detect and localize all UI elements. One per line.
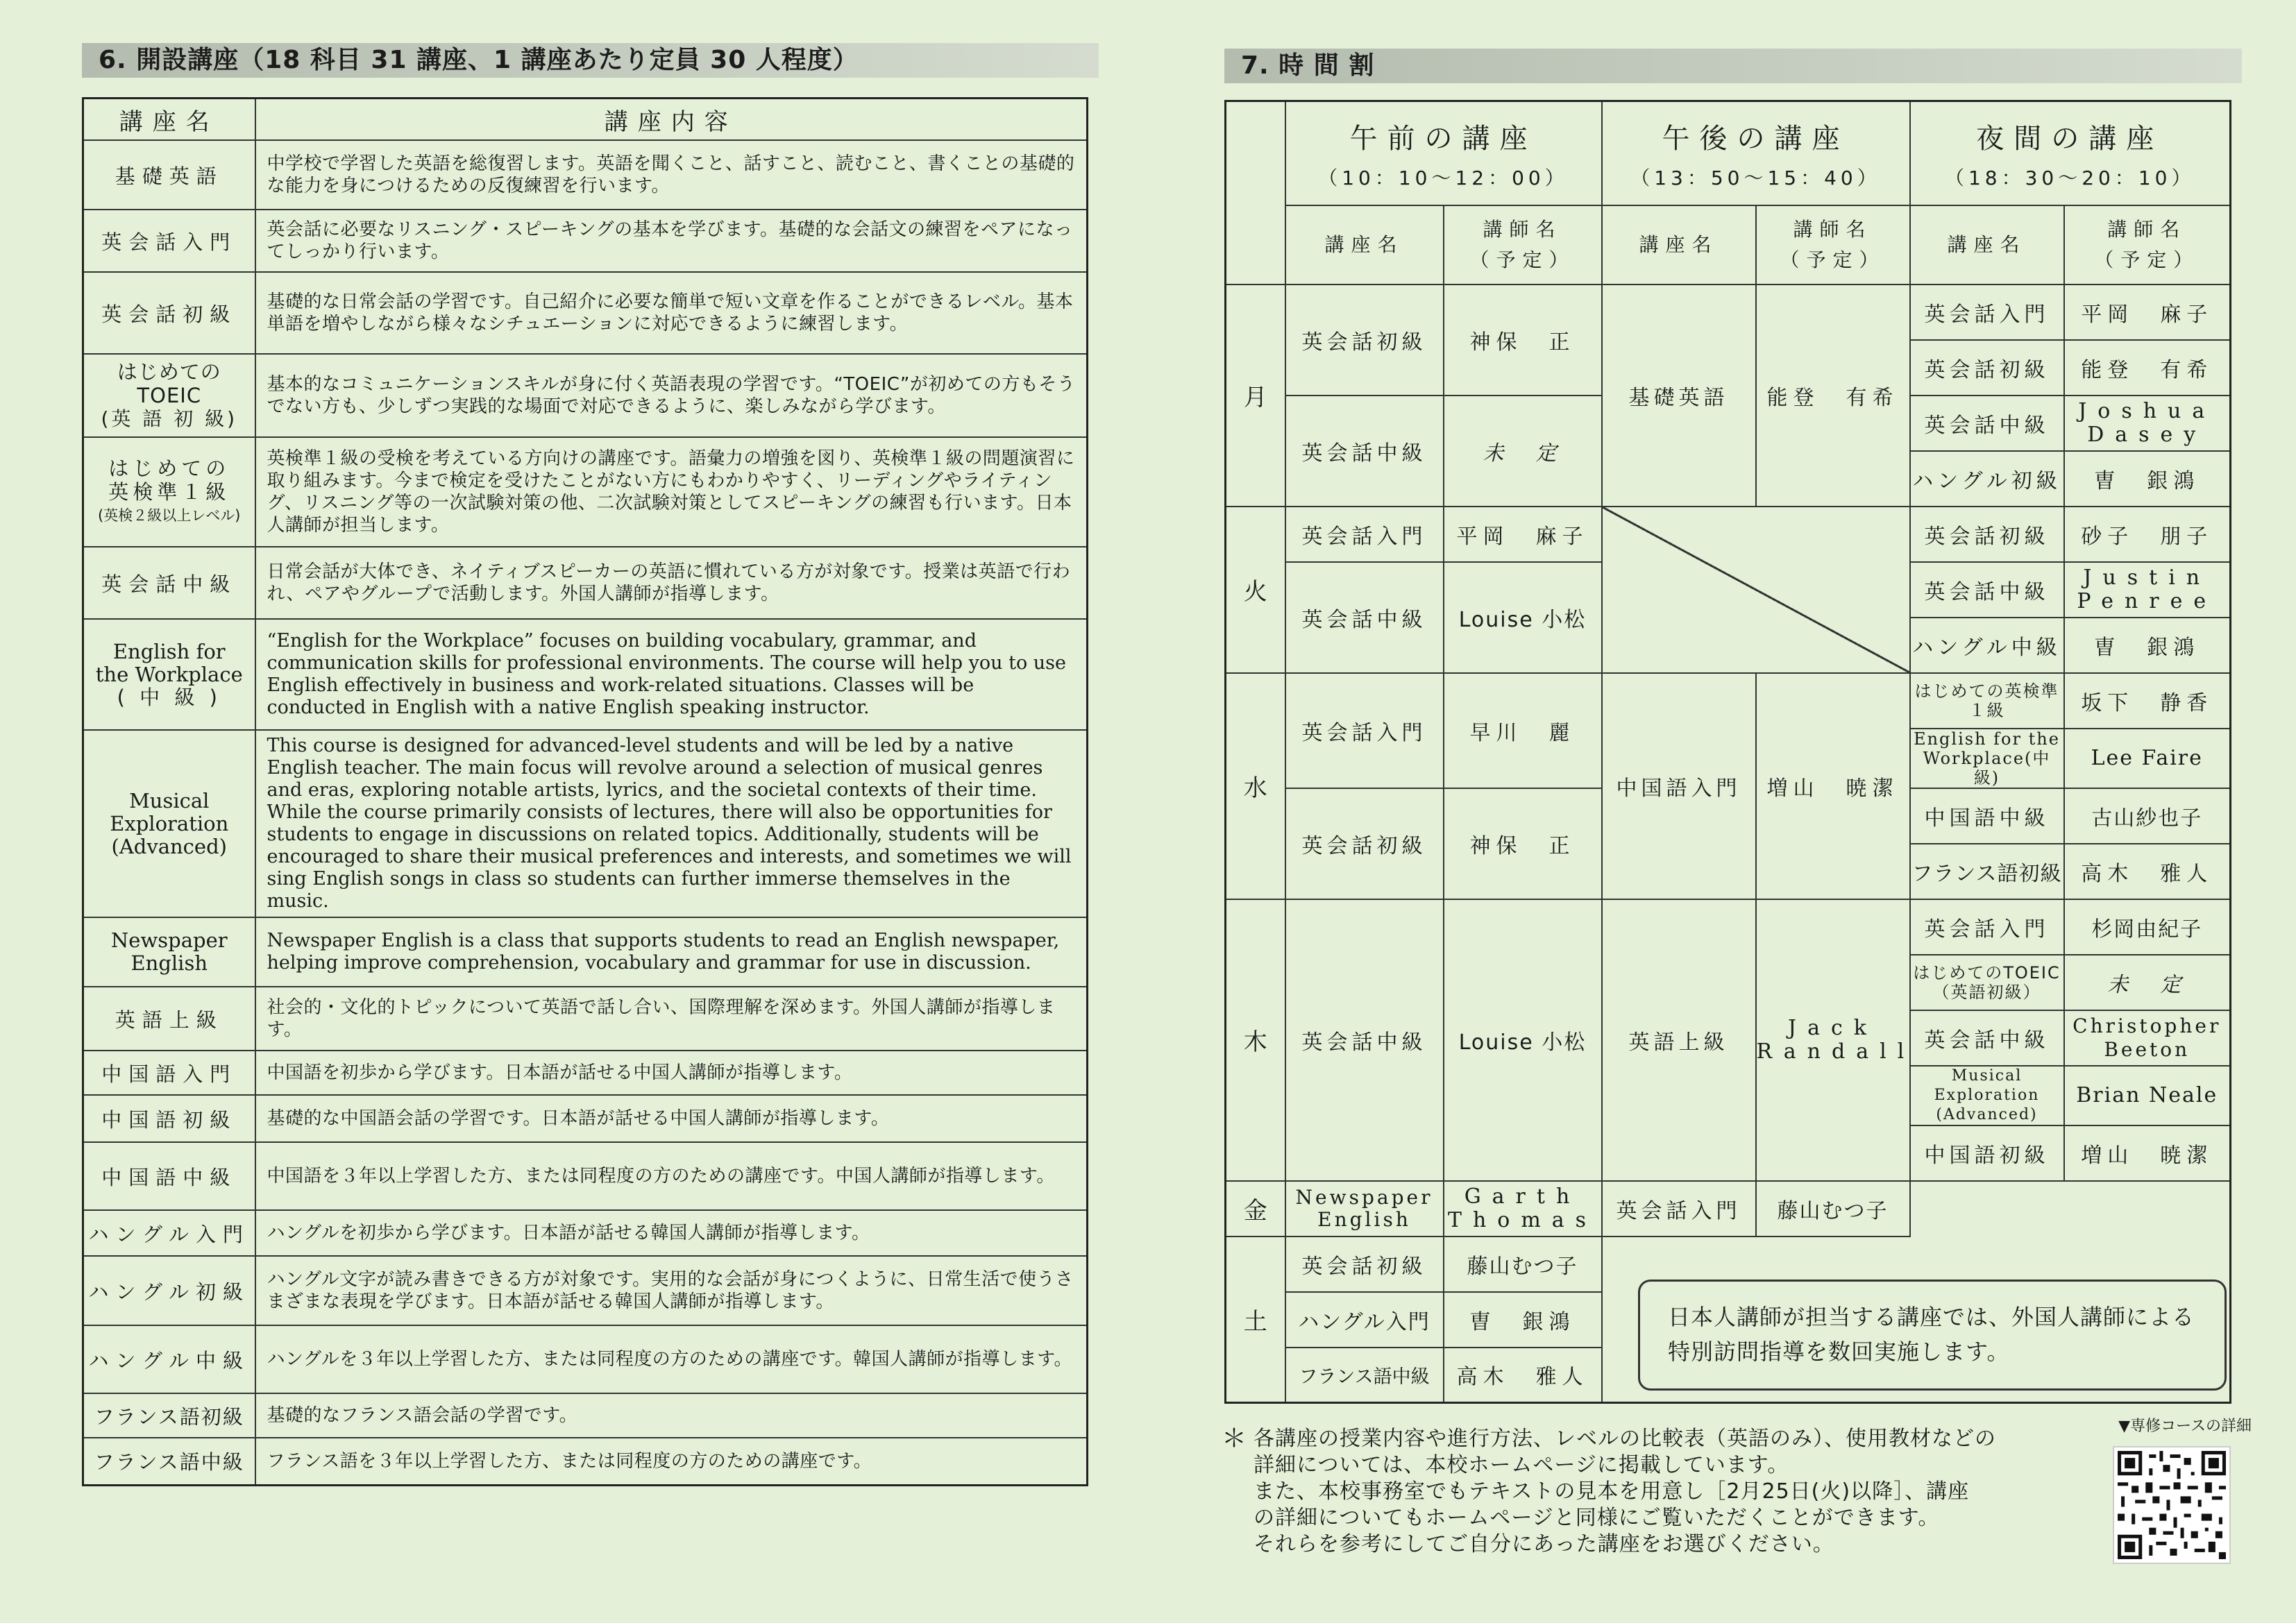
course-row <box>83 730 1088 917</box>
col-course: 講座名 <box>1602 205 1756 284</box>
slot-course: 英会話入門 <box>1285 673 1444 788</box>
course-row <box>83 547 1088 619</box>
fri-row <box>1226 1181 2231 1237</box>
day-wed: 水 <box>1226 673 1285 899</box>
col-teacher-label: 講師名 <box>1793 217 1873 241</box>
course-desc: 日常会話が大体でき、ネイティブスピーカーの英語に慣れている方が対象です。授業は英語で行われ、ペアやグループで活動します。外国人講師が指導します。 <box>255 547 1088 619</box>
col-course: 講座名 <box>1285 205 1444 284</box>
slot-course: English for the Workplace(中級) <box>1910 729 2064 788</box>
course-desc: 基礎的な日常会話の学習です。自己紹介に必要な簡単で短い文章を作ることができるレベル。基本単語を増やしながら様々なシチュエーションに対応できるように練習します。 <box>255 272 1088 354</box>
course-desc: “English for the Workplace” focuses on building vocabulary, grammar, and communication skills for professional environments. The course will help you to use English effectively in business and work-related situations. Classes will be conducted in English with a native English speaking instructor. <box>255 619 1088 730</box>
slot-teacher: 古山紗也子 <box>2064 788 2231 844</box>
slot-course: 英会話入門 <box>1602 1181 1756 1237</box>
slot-course: 英会話中級 <box>1910 396 2064 451</box>
slot-teacher: Garth Thomas <box>1444 1181 1602 1237</box>
course-name: ハングル入門 <box>83 1210 255 1256</box>
period-pm <box>1602 101 1910 205</box>
day-tue: 火 <box>1226 507 1285 673</box>
course-desc: 社会的・文化的トピックについて英語で話し合い、国際理解を深めます。外国人講師が指導します。 <box>255 987 1088 1051</box>
slot-teacher: Jack Randall <box>1756 899 1910 1181</box>
qr-label: ▼専修コースの詳細 <box>2118 1418 2252 1435</box>
course-name-line1: はじめての <box>108 457 230 480</box>
course-desc: ハングルを初歩から学びます。日本語が話せる韓国人講師が指導します。 <box>255 1210 1088 1256</box>
slot-course: 英会話初級 <box>1910 340 2064 396</box>
wed-row <box>1226 673 2231 729</box>
period-time: （10：10～12：00） <box>1318 167 1569 190</box>
slot-teacher: 曺 銀鴻 <box>2064 618 2231 673</box>
course-name: 中国語入門 <box>83 1051 255 1095</box>
slot-course: 基礎英語 <box>1602 284 1756 507</box>
period-title: 夜間の講座 <box>1976 123 2164 155</box>
qr-code[interactable] <box>2113 1446 2231 1564</box>
slot-teacher: 藤山むつ子 <box>1444 1237 1602 1292</box>
slot-teacher: 砂子 朋子 <box>2064 507 2231 562</box>
course-name: 中国語中級 <box>83 1142 255 1210</box>
slot-teacher: 高木 雅人 <box>2064 844 2231 899</box>
course-name: ハングル初級 <box>83 1256 255 1325</box>
slot-course: はじめての英検準１級 <box>1910 673 2064 729</box>
slot-teacher: Christopher Beeton <box>2064 1010 2231 1066</box>
course-name-line1: Newspaper <box>110 928 228 952</box>
course-name-sub: (英検２級以上レベル) <box>98 507 241 524</box>
course-desc: 基礎的な中国語会話の学習です。日本語が話せる中国人講師が指導します。 <box>255 1095 1088 1142</box>
slot-course: 英会話中級 <box>1285 396 1444 507</box>
slot-teacher: 能登 有希 <box>1756 284 1910 507</box>
slot-teacher: Justin Penree <box>2064 562 2231 618</box>
slot-course: 中国語入門 <box>1602 673 1756 899</box>
slot-course: ハングル中級 <box>1910 618 2064 673</box>
period-am <box>1285 101 1602 205</box>
period-title: 午後の講座 <box>1662 123 1850 155</box>
corner-cell <box>1226 101 1285 284</box>
course-row <box>83 140 1088 210</box>
slot-course: Musical Exploration (Advanced) <box>1910 1066 2064 1125</box>
col-teacher-sub: （予定） <box>1780 248 1886 271</box>
course-name-sub: ( 中 級 ) <box>117 685 221 709</box>
table-header-row <box>83 99 1088 141</box>
course-row <box>83 619 1088 730</box>
course-name: フランス語中級 <box>83 1438 255 1485</box>
notice-box: 日本人講師が担当する講座では、外国人講師による特別訪問指導を数回実施します。 <box>1638 1280 2227 1391</box>
slot-teacher: 坂下 静香 <box>2064 673 2231 729</box>
course-name-sub: (Advanced) <box>111 834 227 858</box>
course-row <box>83 1256 1088 1325</box>
slot-course: 英会話入門 <box>1910 284 2064 340</box>
header-course-name: 講座名 <box>83 99 255 141</box>
footnote-line: 各講座の授業内容や進行方法、レベルの比較表（英語のみ）、使用教材などの <box>1253 1427 1996 1451</box>
slot-teacher: 未 定 <box>1444 396 1602 507</box>
slot-course: 英会話入門 <box>1910 899 2064 955</box>
slot-course: 中国語初級 <box>1910 1125 2064 1181</box>
course-name-line1: Musical <box>129 788 210 813</box>
slot-course: 英会話初級 <box>1285 284 1444 396</box>
period-title: 午前の講座 <box>1349 123 1537 155</box>
header-course-content: 講座内容 <box>255 99 1088 141</box>
course-name: 基礎英語 <box>83 140 255 210</box>
mon-row <box>1226 284 2231 340</box>
course-name-line2: English <box>130 951 208 975</box>
course-name <box>83 437 255 547</box>
course-row <box>83 1095 1088 1142</box>
slot-teacher: 能登 有希 <box>2064 340 2231 396</box>
period-time: （18：30～20：10） <box>1944 167 2195 190</box>
footnote-star: ＊ <box>1222 1425 1248 1453</box>
course-desc: 中国語を３年以上学習した方、または同程度の方のための講座です。中国人講師が指導します。 <box>255 1142 1088 1210</box>
right-page <box>1148 0 2296 1623</box>
slot-course: 英会話初級 <box>1285 788 1444 899</box>
slot-teacher: 未 定 <box>2064 955 2231 1010</box>
footnote-line: 詳細については、本校ホームページに掲載しています。 <box>1253 1453 1789 1477</box>
period-time: （13：50～15：40） <box>1630 167 1881 190</box>
slot-course: ハングル入門 <box>1285 1292 1444 1348</box>
course-name <box>83 354 255 437</box>
course-name: 中国語初級 <box>83 1095 255 1142</box>
course-row <box>83 1325 1088 1393</box>
slot-course: 中国語中級 <box>1910 788 2064 844</box>
course-row <box>83 354 1088 437</box>
col-teacher-sub: （予定） <box>2094 248 2200 271</box>
timetable <box>1224 100 2231 1404</box>
slot-course: フランス語中級 <box>1285 1348 1444 1403</box>
course-desc: 基本的なコミュニケーションスキルが身に付く英語表現の学習です。“TOEIC”が初めての方もそうでない方も、少しずつ実践的な場面で対応できるように、楽しみながら学びます。 <box>255 354 1088 437</box>
slot-course: 英語上級 <box>1602 899 1756 1181</box>
course-name-sub: (英 語 初 級) <box>101 407 238 430</box>
course-row <box>83 272 1088 354</box>
slot-course: はじめてのTOEIC（英語初級） <box>1910 955 2064 1010</box>
slot-teacher: Lee Faire <box>2064 729 2231 788</box>
slot-teacher: 曺 銀鴻 <box>2064 451 2231 507</box>
course-row <box>83 917 1088 987</box>
course-table <box>82 97 1088 1486</box>
footnote-line: また、本校事務室でもテキストの見本を用意し［2月25日(火)以降］、講座 <box>1253 1479 1970 1504</box>
course-row <box>83 1393 1088 1438</box>
period-header-row <box>1226 101 2231 205</box>
section-title-courses: 6. 開設講座（18 科目 31 講座、1 講座あたり定員 30 人程度） <box>82 43 1099 78</box>
slot-teacher: Louise 小松 <box>1444 899 1602 1181</box>
slot-teacher: 藤山むつ子 <box>1756 1181 1910 1237</box>
slot-teacher: 神保 正 <box>1444 788 1602 899</box>
col-teacher <box>2064 205 2231 284</box>
slot-course: 英会話中級 <box>1910 1010 2064 1066</box>
section-title-timetable: 7. 時 間 割 <box>1224 49 2242 83</box>
no-class-cell <box>1602 507 1910 673</box>
col-teacher-sub: （予定） <box>1469 248 1576 271</box>
course-name-line2: Exploration <box>110 811 229 835</box>
slot-teacher: 高木 雅人 <box>1444 1348 1602 1403</box>
course-desc: 英検準１級の受検を考えている方向けの講座です。語彙力の増強を図り、英検準１級の問題演習に取り組みます。今まで検定を受けたことがない方にもわかりやすく、リーディングやライティング、リスニング等の一次試験対策の他、二次試験対策としてスピーキングの練習も行います。日本人講師が担当します。 <box>255 437 1088 547</box>
col-teacher <box>1756 205 1910 284</box>
course-desc: ハングルを３年以上学習した方、または同程度の方のための講座です。韓国人講師が指導します。 <box>255 1325 1088 1393</box>
slot-course: 英会話初級 <box>1285 1237 1444 1292</box>
course-name: 英会話入門 <box>83 210 255 272</box>
col-teacher-label: 講師名 <box>1483 217 1562 241</box>
col-course: 講座名 <box>1910 205 2064 284</box>
course-row <box>83 1142 1088 1210</box>
course-name-line1: はじめてのTOEIC <box>117 360 221 407</box>
course-name: フランス語初級 <box>83 1393 255 1438</box>
slot-teacher: Louise 小松 <box>1444 562 1602 673</box>
slot-course: ハングル初級 <box>1910 451 2064 507</box>
course-name-line1: English for <box>112 639 226 663</box>
period-ev <box>1910 101 2231 205</box>
footnote-line: の詳細についてもホームページと同様にご覧いただくことができます。 <box>1253 1506 1940 1530</box>
course-row <box>83 437 1088 547</box>
course-row <box>83 1438 1088 1485</box>
footnote-text <box>1253 1426 2054 1558</box>
slot-course: 英会話中級 <box>1285 899 1444 1181</box>
course-name <box>83 730 255 917</box>
course-desc: 英会話に必要なリスニング・スピーキングの基本を学びます。基礎的な会話文の練習をペアになってしっかり行います。 <box>255 210 1088 272</box>
slot-course: 英会話初級 <box>1910 507 2064 562</box>
course-row <box>83 210 1088 272</box>
slot-teacher: Joshua Dasey <box>2064 396 2231 451</box>
course-name <box>83 619 255 730</box>
course-desc: フランス語を３年以上学習した方、または同程度の方のための講座です。 <box>255 1438 1088 1485</box>
footnote <box>1222 1426 2054 1558</box>
slot-course: フランス語初級 <box>1910 844 2064 899</box>
course-name: 英語上級 <box>83 987 255 1051</box>
tue-row <box>1226 507 2231 562</box>
slot-teacher: 平岡 麻子 <box>2064 284 2231 340</box>
slot-teacher: 早川 麗 <box>1444 673 1602 788</box>
day-mon: 月 <box>1226 284 1285 507</box>
slot-teacher: 増山 暁潔 <box>1756 673 1910 899</box>
course-row <box>83 987 1088 1051</box>
empty-cell <box>1910 1181 2231 1237</box>
course-name-line2: the Workplace <box>95 662 243 686</box>
course-name <box>83 917 255 987</box>
course-name: ハングル中級 <box>83 1325 255 1393</box>
slot-course: 英会話中級 <box>1910 562 2064 618</box>
course-desc: Newspaper English is a class that supports students to read an English newspaper, helping improve comprehension, vocabulary and grammar for use in discussion. <box>255 917 1088 987</box>
course-name-line2: 英検準１級 <box>108 480 230 504</box>
course-desc: 中学校で学習した英語を総復習します。英語を聞くこと、話すこと、読むこと、書くことの基礎的な能力を身につけるための反復練習を行います。 <box>255 140 1088 210</box>
course-name: 英会話初級 <box>83 272 255 354</box>
day-fri: 金 <box>1226 1181 1285 1237</box>
thu-row <box>1226 899 2231 955</box>
course-desc: 基礎的なフランス語会話の学習です。 <box>255 1393 1088 1438</box>
column-header-row <box>1226 205 2231 284</box>
course-row <box>83 1051 1088 1095</box>
slot-course: Newspaper English <box>1285 1181 1444 1237</box>
course-desc: ハングル文字が読み書きできる方が対象です。実用的な会話が身につくように、日常生活で使うさまざまな表現を学びます。日本語が話せる韓国人講師が指導します。 <box>255 1256 1088 1325</box>
slot-teacher: 曺 銀鴻 <box>1444 1292 1602 1348</box>
slot-teacher: Brian Neale <box>2064 1066 2231 1125</box>
slot-course: 英会話中級 <box>1285 562 1444 673</box>
course-desc: This course is designed for advanced-level students and will be led by a native English teacher. The main focus will revolve around a selection of musical genres and eras, exploring notable artists, lyrics, and the societal contexts of their time. While the course primarily consists of lectures, there will also be opportunities for students to engage in discussions on related topics. Additionally, students will be encouraged to share their musical preferences and interests, and sometimes we will sing English songs in class so students can further immerse themselves in the music. <box>255 730 1088 917</box>
course-name: 英会話中級 <box>83 547 255 619</box>
day-sat: 土 <box>1226 1237 1285 1403</box>
slot-teacher: 平岡 麻子 <box>1444 507 1602 562</box>
footnote-line: それらを参考にしてご自分にあった講座をお選びください。 <box>1253 1532 1834 1556</box>
slot-teacher: 増山 暁潔 <box>2064 1125 2231 1181</box>
slot-teacher: 杉岡由紀子 <box>2064 899 2231 955</box>
slot-course: 英会話入門 <box>1285 507 1444 562</box>
qr-code-icon <box>2114 1447 2229 1563</box>
slot-teacher: 神保 正 <box>1444 284 1602 396</box>
course-desc: 中国語を初歩から学びます。日本語が話せる中国人講師が指導します。 <box>255 1051 1088 1095</box>
col-teacher <box>1444 205 1602 284</box>
col-teacher-label: 講師名 <box>2107 217 2187 241</box>
day-thu: 木 <box>1226 899 1285 1181</box>
course-row <box>83 1210 1088 1256</box>
